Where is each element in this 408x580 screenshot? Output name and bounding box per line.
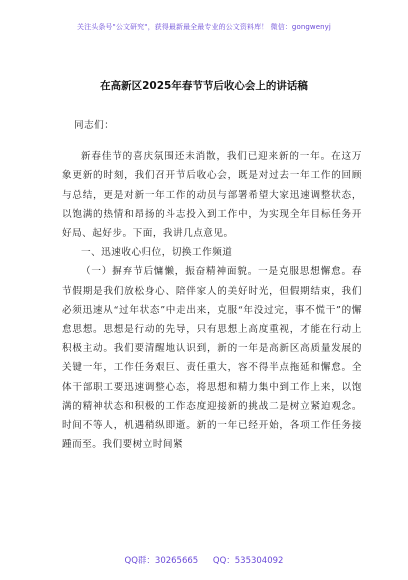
footer — [0, 554, 408, 566]
footer-qq: QQ：535304092 — [212, 556, 284, 566]
header-note: 关注头条号"公文研究"，获得最新最全最专业的公文资料库！ 微信：gongwenyj — [77, 23, 331, 31]
paragraph-section-1 — [62, 262, 362, 454]
salutation: 同志们： — [74, 120, 115, 131]
section-heading: 一、迅速收心归位，切换工作频道 — [81, 247, 233, 259]
document-title: 在高新区2025年春节节后收心会上的讲话稿 — [100, 80, 308, 92]
subsection-text: 一是克服思想懈怠。春节假期是我们放松身心、陪伴家人的美好时光，但假期结束，我们必须迅速从“过年状态”中走出来，克服“年没过完，事不慌干”的懈怠思想。思想是行动的先导，只有思想上高度重视，才能在行动上积极主动。我们要清醒地认识到，新的一年是高新区高质量发展的关键一年，工作任务艰巨、责任重大，容不得半点拖延和懈怠。全体干部职工要迅速调整心态，将思想和精力集中到工作上来，以饱满的精神状态和积极的工作态度迎接新的挑战二是树立紧迫观念。时间不等人，机遇稍纵即逝。新的一年已经开始，各项工作任务接踵而至。我们要树立时间紧 — [62, 266, 363, 451]
document-body — [62, 116, 362, 454]
subsection-label: （一）摒弃节后慵懒，振奋精神面貌。 — [81, 266, 259, 278]
footer-qq-group: QQ群：30265665 — [124, 556, 199, 566]
paragraph-intro: 新春佳节的喜庆氛围还未消散，我们已迎来新的一年。在这万象更新的时刻，我们召开节后收心会，既是对过去一年工作的回顾与总结，更是对新一年工作的动员与部署希望大家迅速调整状态，以饱满的热情和昂扬的斗志投入到工作中，为实现全年目标任务开好局、起好步。下面，我讲几点意见。 — [62, 151, 362, 240]
